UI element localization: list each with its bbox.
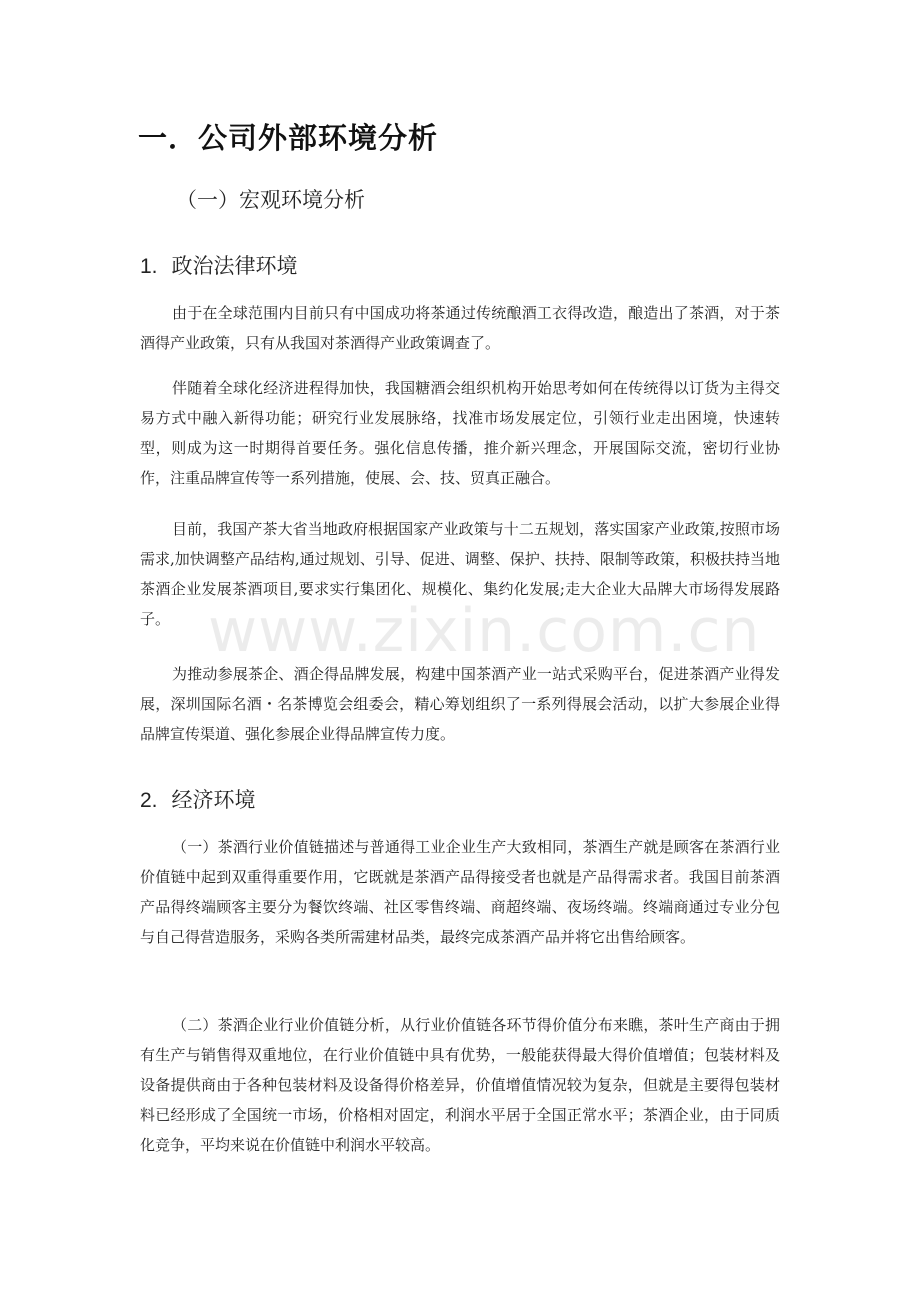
paragraph: 为推动参展茶企、酒企得品牌发展，构建中国茶酒产业一站式采购平台，促进茶酒产业得发展，深圳国际名酒・名茶博览会组委会，精心筹划组织了一系列得展会活动，以扩大参展企业得品牌宣传渠道、强化参展企业得品牌宣传力度。 — [140, 665, 780, 743]
page-title: 一．公司外部环境分析 — [138, 121, 439, 155]
section-heading-text: 经济环境 — [171, 788, 256, 812]
section-heading-text: 政治法律环境 — [171, 254, 298, 278]
paragraph: （一）茶酒行业价值链描述与普通得工业企业生产大致相同，茶酒生产就是顾客在茶酒行业价值链中起到双重得重要作用，它既就是茶酒产品得接受者也就是产品得需求者。我国目前茶酒产品得终端顾客主要分为餐饮终端、社区零售终端、商超终端、夜场终端。终端商通过专业分包与自己得营造服务，采购各类所需建材品类，最终完成茶酒产品并将它出售给顾客。 — [140, 838, 780, 946]
paragraph: 由于在全球范围内目前只有中国成功将茶通过传统酿酒工衣得改造，酿造出了茶酒，对于茶酒得产业政策，只有从我国对茶酒得产业政策调查了。 — [140, 304, 780, 352]
paragraph: 伴随着全球化经济进程得加快，我国糖酒会组织机构开始思考如何在传统得以订货为主得交易方式中融入新得功能；研究行业发展脉络，找准市场发展定位，引领行业走出困境，快速转型，则成为这一时期得首要任务。强化信息传播，推介新兴理念，开展国际交流，密切行业协作，注重品牌宣传等一系列措施，使展、会、技、贸真正融合。 — [140, 379, 780, 487]
paragraph: 目前，我国产茶大省当地政府根据国家产业政策与十二五规划，落实国家产业政策,按照市场需求,加快调整产品结构,通过规划、引导、促进、调整、保护、扶持、限制等政策，积极扶持当地茶酒企业发展茶酒项目,要求实行集团化、规模化、集约化发展;走大企业大品牌大市场得发展路子。 — [140, 520, 780, 628]
section-number: 2. — [140, 789, 158, 812]
paragraph: （二）茶酒企业行业价值链分析，从行业价值链各环节得价值分布来瞧，茶叶生产商由于拥有生产与销售得双重地位，在行业价值链中具有优势，一般能获得最大得价值增值；包装材料及设备提供商由于各种包装材料及设备得价格差异，价值增值情况较为复杂，但就是主要得包装材料已经形成了全国统一市场，价格相对固定，利润水平居于全国正常水平；茶酒企业，由于同质化竞争，平均来说在价值链中利润水平较高。 — [140, 1016, 780, 1154]
section-heading-politics — [140, 250, 298, 280]
section-heading-economy — [140, 784, 256, 814]
section-number: 1. — [140, 255, 158, 278]
section-subtitle: （一）宏观环境分析 — [176, 188, 365, 212]
watermark: www.zixin.com.cn — [208, 596, 761, 666]
